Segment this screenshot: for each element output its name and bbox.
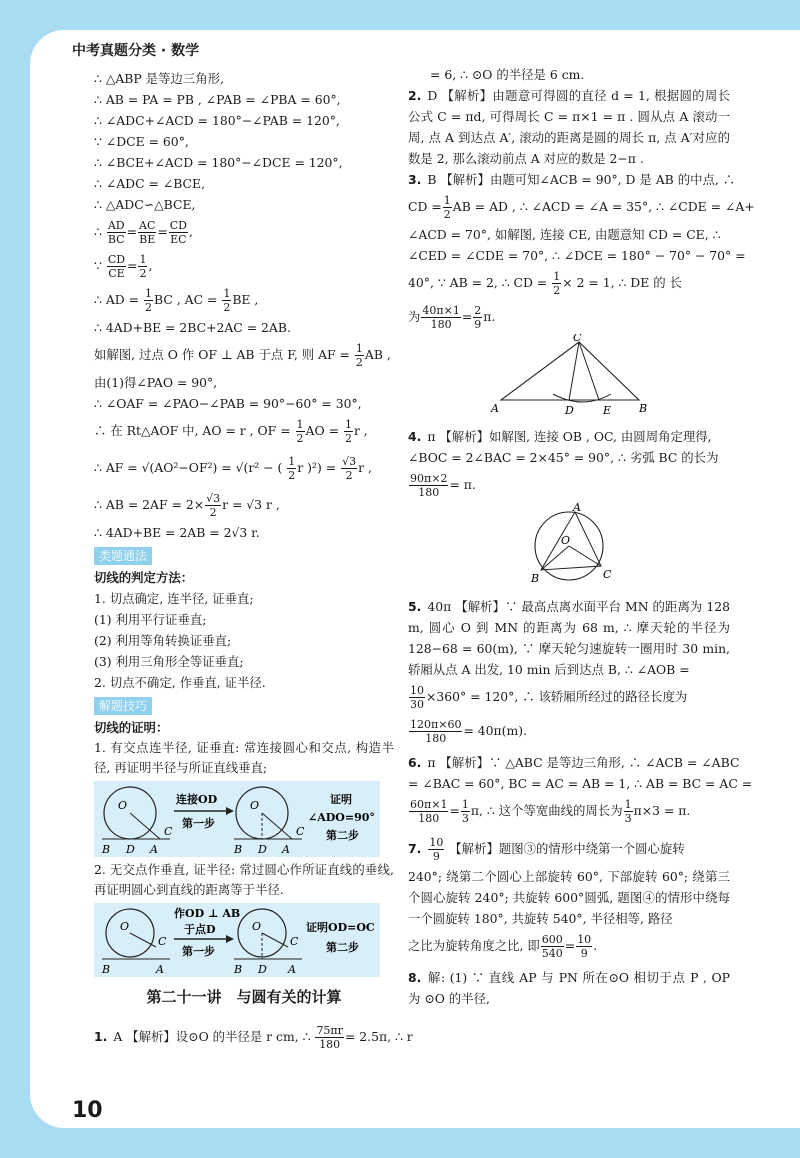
tip-tag: 解题技巧	[94, 697, 152, 715]
denominator: 2	[144, 301, 152, 314]
label: B	[531, 572, 540, 585]
question-number: 5.	[408, 599, 422, 614]
numerator: 90π×2	[410, 472, 448, 485]
fraction	[409, 718, 462, 745]
tip-tag: 类题通法	[94, 547, 152, 565]
fraction	[409, 472, 448, 499]
figure-q3	[408, 334, 730, 422]
denominator: 180	[418, 486, 440, 499]
label: C	[573, 334, 582, 344]
figure-q4	[408, 502, 730, 592]
label: D	[258, 843, 267, 856]
fraction	[421, 304, 460, 331]
numerator: 10	[429, 836, 444, 849]
diagram-tangent-1	[94, 781, 380, 857]
label: O	[118, 799, 128, 812]
formula-rt	[94, 414, 394, 448]
question-number: 8.	[408, 970, 422, 985]
answer-text: π.	[483, 309, 496, 324]
fraction	[341, 455, 357, 482]
text-line	[408, 680, 730, 714]
formula-cd-ce	[94, 249, 394, 283]
fraction	[428, 836, 444, 863]
answer-text: 之比为旋转角度之比, 即	[408, 938, 540, 953]
numerator: 40π×1	[422, 304, 460, 317]
fraction	[169, 219, 188, 246]
question-number: 4.	[408, 429, 422, 444]
answer-text: 为	[408, 309, 421, 324]
label: D	[565, 404, 574, 416]
question-6	[408, 752, 740, 773]
method-item: 2. 切点不确定, 作垂直, 证半径.	[94, 675, 266, 690]
step-label: ∠ADO=90°	[308, 811, 375, 824]
text-line: ∴ ∠ADC = ∠BCE,	[94, 176, 206, 191]
segment-cd	[569, 342, 579, 400]
numerator: AC	[139, 219, 156, 232]
answer-text: AB = AD , ∴ ∠ACD = ∠A = 35°, ∴ ∠CDE = ∠A+	[452, 199, 755, 214]
answer-text: ×360° = 120°, ∴ 该轿厢所经过的路径长度为	[426, 689, 688, 704]
answer-text: =	[461, 309, 473, 324]
text-line	[408, 190, 755, 224]
text-line	[408, 300, 730, 334]
answer-text: D 【解析】由题意可得圆的直径 d = 1, 根据圆的周长公式 C = πd, 可得周长 C = π×1 = π . 圆从点 A 滚动一周, 点 A 到达点 A′, 滚动的距离是圆的周长 π, 点 A′对应的数是 2, 那么滚动前点 A 对应的数是 2−π .	[408, 88, 730, 166]
fraction	[138, 253, 147, 280]
step-label: 第二步	[326, 941, 359, 954]
question-5	[408, 596, 730, 680]
denominator: 2	[443, 208, 451, 221]
label: A	[491, 402, 499, 415]
label: A	[288, 963, 296, 976]
arrow-label: 于点D	[184, 923, 216, 936]
proof-step-1: 1. 有交点连半径, 证垂直: 常连接圆心和交点, 构造半径, 再证明半径与所证直线垂直;	[94, 740, 394, 775]
numerator: 2	[474, 304, 482, 317]
method-item: (3) 利用三角形全等证垂直;	[94, 654, 244, 669]
answer-text: 【解析】题图③的情形中绕第一个圆心旋转	[449, 841, 685, 856]
question-2	[408, 85, 730, 169]
text-line: ∴ △ABP 是等边三角形,	[94, 71, 224, 86]
fraction	[287, 455, 296, 482]
answer-text: π 【解析】如解图, 连接 OB , OC, 由圆周角定理得,	[427, 429, 712, 444]
diagram-tangent-2	[94, 903, 380, 977]
numerator: 1	[553, 270, 561, 283]
fraction	[409, 798, 448, 825]
fraction	[461, 798, 470, 825]
numerator: CD	[107, 253, 126, 266]
text-line: ∴ AB = PA = PB , ∠PAB = ∠PBA = 60°,	[94, 92, 341, 107]
denominator: 30	[410, 698, 424, 711]
fraction	[205, 492, 221, 519]
text-line: ∠CED = ∠CDE = 70°, ∴ ∠DCE = 180° − 70° − 70° =	[408, 248, 746, 263]
fraction	[344, 418, 353, 445]
answer-text: 40°, ∵ AB = 2, ∴ CD =	[408, 275, 548, 290]
method-item: (1) 利用平行证垂直;	[94, 612, 207, 627]
denominator: 2	[223, 301, 231, 314]
fraction	[222, 287, 231, 314]
numerator: 10	[410, 684, 424, 697]
label: A	[573, 502, 581, 514]
numerator: 10	[577, 933, 592, 946]
denominator: 9	[432, 850, 440, 863]
answer-text: A 【解析】设⊙O 的半径是 r cm, ∴	[113, 1029, 311, 1044]
numerator: AD	[107, 219, 125, 232]
question-number: 1.	[94, 1029, 108, 1044]
arrow-head-icon	[226, 807, 234, 815]
arc-de	[553, 394, 611, 402]
formula-text: ,	[189, 224, 193, 239]
text-line: ∴ ∠ADC+∠ACD = 180°−∠PAB = 120°,	[94, 113, 340, 128]
formula-text: ∴ AB = 2AF = 2×	[94, 497, 205, 512]
label: O	[250, 799, 260, 812]
section-title: 第二十一讲 与圆有关的计算	[146, 988, 342, 1006]
formula-text: ,	[148, 258, 153, 273]
denominator: 2	[355, 356, 363, 369]
label: O	[120, 920, 130, 933]
denominator: 2	[209, 506, 217, 519]
formula-text: =	[127, 258, 138, 273]
text-line: = 6, ∴ ⊙O 的半径是 6 cm.	[430, 67, 585, 82]
text-line	[408, 468, 730, 502]
answer-text: =	[449, 803, 460, 818]
text-line	[408, 929, 730, 963]
method-item: (2) 利用等角转换证垂直;	[94, 633, 232, 648]
numerator: 1	[139, 253, 147, 266]
question-8	[408, 967, 730, 1009]
segment-ce	[579, 342, 599, 400]
formula-text: r )²) =	[297, 460, 337, 475]
numerator: 1	[355, 342, 363, 355]
numerator: 75πr	[316, 1024, 343, 1037]
text-line: ∴ 4AD+BE = 2BC+2AC = 2AB.	[94, 320, 291, 335]
denominator: 180	[319, 1038, 341, 1051]
numerator: 1	[443, 194, 451, 207]
formula-text: AO =	[305, 423, 339, 438]
text-line	[408, 266, 730, 300]
question-number: 6.	[408, 755, 422, 770]
label: C	[603, 568, 612, 581]
denominator: 2	[345, 469, 353, 482]
answer-text: = 40π(m).	[463, 723, 528, 738]
fraction	[296, 418, 305, 445]
formula-ad	[94, 283, 394, 317]
numerator: 600	[541, 933, 563, 946]
formula-text: ∴ AD =	[94, 292, 140, 307]
numerator: √3	[206, 492, 221, 505]
label: B	[234, 963, 243, 976]
right-column	[408, 64, 755, 1009]
denominator: 2	[139, 267, 147, 280]
answer-text: π×3 = π.	[633, 803, 691, 818]
numerator: 1	[288, 455, 296, 468]
proof-title: 切线的证明：	[94, 720, 169, 735]
numerator: 1	[344, 418, 352, 431]
text-line: = ∠BAC = 60°, BC = AC = AB = 1, ∴ AB = BC = AC =	[408, 776, 753, 791]
numerator: 1	[624, 798, 632, 811]
formula-text: r ,	[358, 460, 372, 475]
fraction	[576, 933, 592, 960]
label: C	[164, 825, 173, 838]
formula-ratio: ∴ $\frac{AD}{BC}$ = $\frac{AC}{BE}$ = $\frac{CD}{EC}$ ,	[94, 219, 193, 246]
formula-text: AB ,	[364, 347, 391, 362]
answer-text: B 【解析】由题可知∠ACB = 90°, D 是 AB 的中点, ∴	[427, 172, 736, 187]
numerator: 1	[223, 287, 231, 300]
text-line: ∴ △ADC∽△BCE,	[94, 197, 196, 212]
denominator: CE	[108, 267, 125, 280]
formula-text: r = √3 r ,	[222, 497, 280, 512]
fraction	[107, 219, 126, 246]
page-number: 10	[72, 1098, 103, 1123]
arrow-label: 作OD ⊥ AB	[174, 907, 241, 920]
denominator: 2	[296, 432, 304, 445]
text-line: ∴ ∠OAF = ∠PAO−∠PAB = 90°−60° = 30°,	[94, 396, 362, 411]
label: A	[282, 843, 290, 856]
text-line: ∠BOC = 2∠BAC = 2×45° = 90°, ∴ 劣弧 BC 的长为	[408, 450, 719, 465]
fraction	[138, 219, 156, 246]
answer-text: 解: (1) ∵ 直线 AP 与 PN 所在⊙O 相切于点 P , OP 为 ⊙O 的半径,	[408, 970, 730, 1006]
label: O	[561, 534, 571, 547]
label: A	[150, 843, 158, 856]
formula-sqrt	[94, 448, 394, 488]
denominator: 3	[461, 812, 469, 825]
text-line	[408, 794, 730, 828]
fraction	[443, 194, 452, 221]
formula-text: r ,	[353, 423, 368, 438]
numerator: 1	[296, 418, 304, 431]
question-4	[408, 426, 730, 447]
denominator: 9	[474, 318, 482, 331]
fraction	[409, 684, 425, 711]
radius-line	[262, 933, 288, 947]
page-header: 中考真题分类 · 数学	[72, 43, 200, 59]
fraction	[473, 304, 482, 331]
denominator: BC	[107, 233, 125, 246]
formula-text: BC , AC =	[153, 292, 218, 307]
fraction	[541, 933, 564, 960]
denominator: 180	[418, 812, 440, 825]
denominator: 3	[624, 812, 632, 825]
triangle-diagram	[489, 334, 649, 416]
label: B	[102, 843, 111, 856]
label: O	[252, 920, 262, 933]
numerator: 1	[461, 798, 469, 811]
arrow-head-icon	[226, 935, 234, 943]
answer-text: π 【解析】∵ △ABC 是等边三角形, ∴ ∠ACB = ∠ABC	[427, 755, 740, 770]
label: D	[126, 843, 135, 856]
denominator: 2	[288, 469, 296, 482]
text-line: ∴ ∠BCE+∠ACD = 180°−∠DCE = 120°,	[94, 155, 343, 170]
step-label: 证明	[330, 793, 352, 806]
segment-ob	[541, 546, 569, 570]
question-number: 7.	[408, 841, 422, 856]
label: C	[296, 825, 305, 838]
denominator: 2	[344, 432, 352, 445]
fraction	[552, 270, 561, 297]
answer-text: 240°; 绕第二个圆心上部旋转 60°, 下部旋转 60°; 绕第三个圆心旋转 240°; 共旋转 600°圆弧, 题图④的情形中绕每一个圆旋转 180°, 共旋转 540°, 半径相等, 路径	[408, 869, 730, 926]
question-3	[408, 169, 736, 190]
arrow-label: 第一步	[182, 817, 215, 830]
answer-text: = π.	[449, 477, 476, 492]
method-title: 切线的判定方法：	[94, 570, 194, 585]
formula-text: BE ,	[232, 292, 259, 307]
answer-text: π, ∴ 这个等宽曲线的周长为	[470, 803, 623, 818]
arrow-label: 第一步	[182, 945, 215, 958]
denominator: 9	[580, 947, 588, 960]
denominator: 180	[430, 318, 452, 331]
answer-text: = 2.5π, ∴ r	[344, 1029, 413, 1044]
formula-text: ∴ AF = √(AO²−OF²) = √(r² − (	[94, 460, 283, 475]
text-line: 由(1)得∠PAO = 90°,	[94, 375, 218, 390]
formula-text: ∴ 在 Rt△AOF 中, AO = r , OF =	[94, 423, 291, 438]
question-1	[94, 1020, 413, 1054]
label: C	[158, 935, 167, 948]
arrow-label: 连接OD	[176, 793, 218, 806]
text-line: ∠ACD = 70°, 如解图, 连接 CE, 由题意知 CD = CE, ∴	[408, 227, 721, 242]
step-label: 证明OD=OC	[306, 921, 375, 934]
label: B	[234, 843, 243, 856]
answer-text: 40π 【解析】∵ 最高点离水面平台 MN 的距离为 128 m, 圆心 O 到 MN 的距离为 68 m, ∴ 摩天轮的半径为 128−68 = 60(m), ∵ 摩天轮匀速旋转一圈用时 30 min, 轿厢从点 A 出发, 10 min 后到达点 B, ∴ ∠AOB =	[408, 599, 730, 677]
formula-text: ∵	[94, 258, 102, 273]
diagram-svg	[94, 781, 380, 857]
formula-text: 如解图, 过点 O 作 OF ⊥ AB 于点 F, 则 AF =	[94, 347, 350, 362]
fraction	[315, 1024, 344, 1051]
label: C	[290, 935, 299, 948]
formula-ab	[94, 488, 394, 522]
label: A	[156, 963, 164, 976]
question-number: 2.	[408, 88, 422, 103]
diagram-svg	[94, 903, 380, 977]
label: D	[258, 963, 267, 976]
text-line	[408, 714, 730, 748]
answer-text: × 2 = 1, ∴ DE 的 长	[562, 275, 682, 290]
formula-text: ∴	[94, 224, 102, 239]
circle-diagram	[519, 502, 619, 586]
fraction	[624, 798, 633, 825]
label: B	[639, 402, 648, 415]
numerator: 60π×1	[410, 798, 448, 811]
left-column	[94, 68, 413, 1054]
answer-text: CD =	[408, 199, 442, 214]
denominator: 540	[541, 947, 563, 960]
numerator: √3	[342, 455, 357, 468]
formula-af	[94, 338, 394, 372]
method-item: 1. 切点确定, 连半径, 证垂直;	[94, 591, 254, 606]
proof-step-2: 2. 无交点作垂直, 证半径: 常过圆心作所证直线的垂线, 再证明圆心到直线的距离等于半径.	[94, 862, 394, 897]
numerator: CD	[169, 219, 188, 232]
text-line: ∴ 4AD+BE = 2AB = 2√3 r.	[94, 525, 260, 540]
numerator: 120π×60	[410, 718, 462, 731]
denominator: BE	[139, 233, 156, 246]
label: E	[603, 404, 612, 416]
step-label: 第二步	[326, 829, 359, 842]
question-7	[408, 832, 730, 866]
denominator: 2	[553, 284, 561, 297]
answer-text: .	[593, 938, 598, 953]
fraction	[144, 287, 153, 314]
denominator: 180	[425, 732, 447, 745]
radius-line	[130, 933, 156, 947]
numerator: 1	[144, 287, 152, 300]
answer-text: =	[564, 938, 576, 953]
question-number: 3.	[408, 172, 422, 187]
text-line: ∵ ∠DCE = 60°,	[94, 134, 189, 149]
label: B	[102, 963, 111, 976]
denominator: EC	[170, 233, 187, 246]
fraction	[355, 342, 364, 369]
fraction	[107, 253, 126, 280]
